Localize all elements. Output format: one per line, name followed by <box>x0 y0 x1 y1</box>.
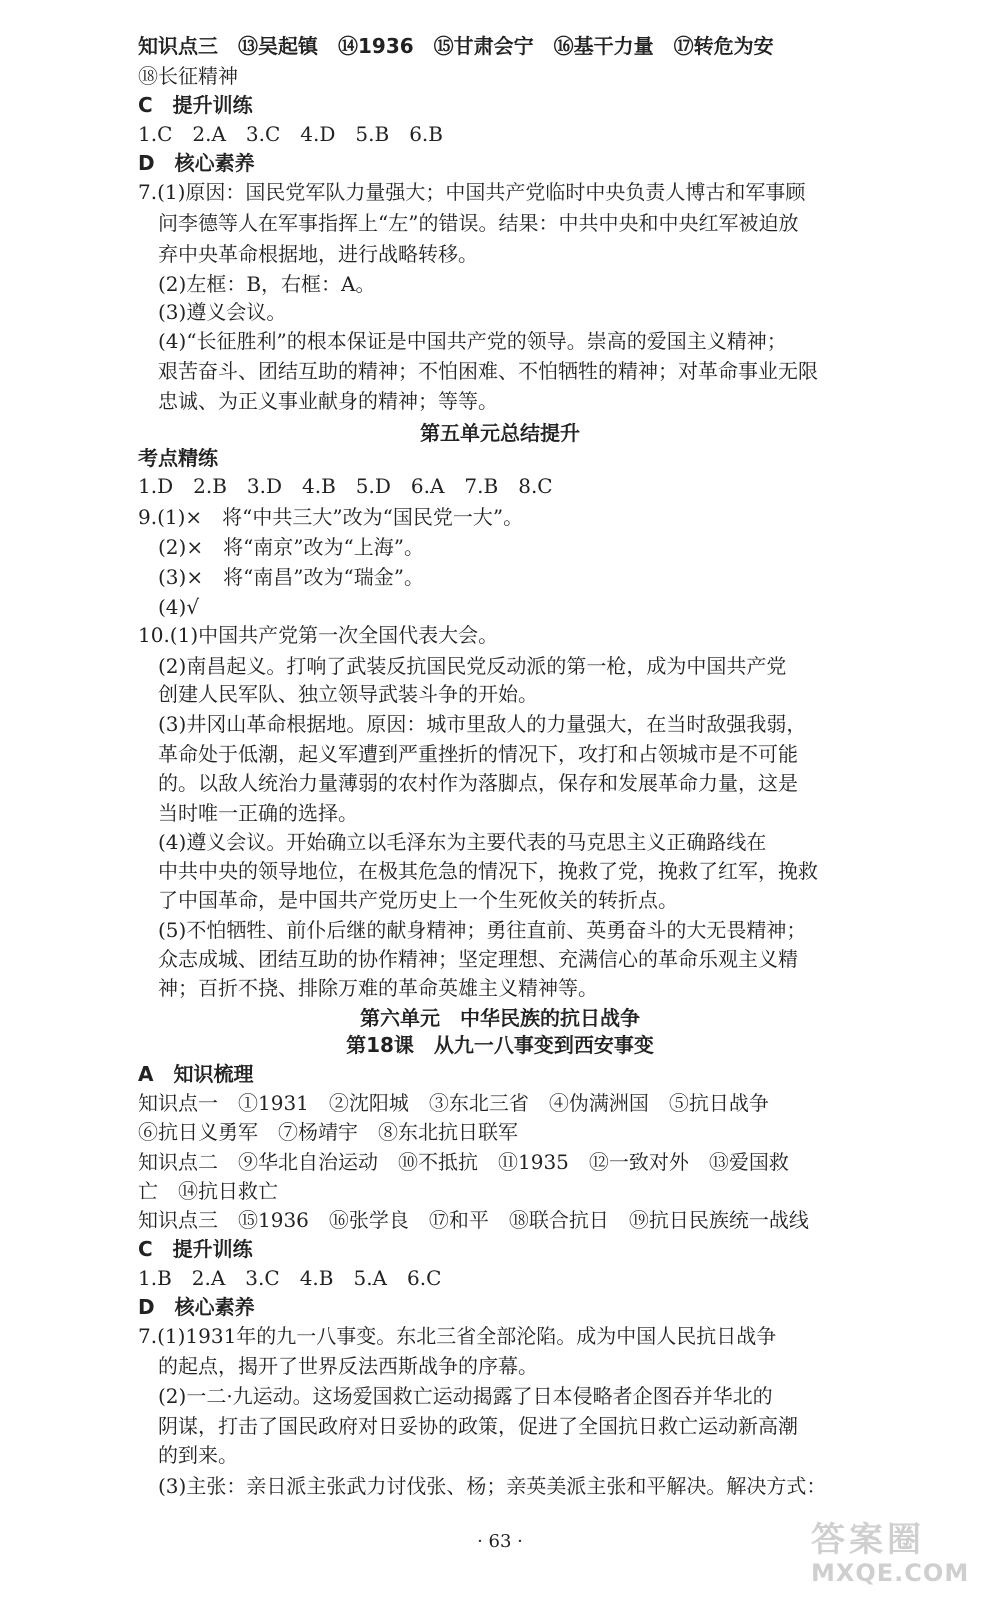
text-line: 9.(1)× 将“中共三大”改为“国民党一大”。 <box>138 505 524 529</box>
text-line: 7.(1)1931年的九一八事变。东北三省全部沦陷。成为中国人民抗日战争 <box>138 1324 777 1348</box>
text-line: 阴谋，打击了国民政府对日妥协的政策，促进了全国抗日救亡运动新高潮 <box>158 1414 798 1438</box>
text-line: 众志成城、团结互助的协作精神；坚定理想、充满信心的革命乐观主义精 <box>158 947 798 971</box>
text-line: (5)不怕牺牲、前仆后继的献身精神；勇往直前、英勇奋斗的大无畏精神； <box>158 918 807 942</box>
text-line: ⑥抗日义勇军 ⑦杨靖宇 ⑧东北抗日联军 <box>138 1120 518 1144</box>
text-line: 知识点三 ⑮1936 ⑯张学良 ⑰和平 ⑱联合抗日 ⑲抗日民族统一战线 <box>138 1208 809 1232</box>
answer-row: 1.D 2.B 3.D 4.B 5.D 6.A 7.B 8.C <box>138 474 553 498</box>
text-line: 知识点二 ⑨华北自治运动 ⑩不抵抗 ⑪1935 ⑫一致对外 ⑬爱国救 <box>138 1150 789 1174</box>
text-line: 中共中央的领导地位，在极其危急的情况下，挽救了党，挽救了红军，挽救 <box>158 859 818 883</box>
text-line: (2)南昌起义。打响了武装反抗国民党反动派的第一枪，成为中国共产党 <box>158 654 787 678</box>
text-line: 当时唯一正确的选择。 <box>158 801 358 825</box>
watermark <box>811 1520 986 1590</box>
unit-title: 第六单元 中华民族的抗日战争 <box>360 1006 640 1030</box>
text-line: (4)“长征胜利”的根本保证是中国共产党的领导。崇高的爱国主义精神； <box>158 329 787 353</box>
text-line: (4)遵义会议。开始确立以毛泽东为主要代表的马克思主义正确路线在 <box>158 830 767 854</box>
section-heading: 考点精练 <box>138 446 218 470</box>
section-heading: C 提升训练 <box>138 93 253 117</box>
text-line: (2)一二·九运动。这场爱国救亡运动揭露了日本侵略者企图吞并华北的 <box>158 1384 773 1408</box>
text-line: (3)遵义会议。 <box>158 300 287 324</box>
text-line: 10.(1)中国共产党第一次全国代表大会。 <box>138 623 499 647</box>
lesson-title: 第18课 从九一八事变到西安事变 <box>346 1033 654 1057</box>
text-line: 的到来。 <box>158 1443 238 1467</box>
text-line: 艰苦奋斗、团结互助的精神；不怕困难、不怕牺牲的精神；对革命事业无限 <box>158 359 818 383</box>
text-line: (2)左框：B，右框：A。 <box>158 272 376 296</box>
text-line: 亡 ⑭抗日救亡 <box>138 1179 278 1203</box>
text-line: (3)× 将“南昌”改为“瑞金”。 <box>158 565 424 589</box>
section-heading: D 核心素养 <box>138 151 255 175</box>
text-line: 神；百折不挠、排除万难的革命英雄主义精神等。 <box>158 976 598 1000</box>
watermark-logo-text: 答案圈 <box>811 1520 925 1560</box>
text-line: 的。以敌人统治力量薄弱的农村作为落脚点，保存和发展革命力量，这是 <box>158 771 798 795</box>
section-heading: C 提升训练 <box>138 1237 253 1261</box>
text-line: (2)× 将“南京”改为“上海”。 <box>158 535 424 559</box>
text-line: (3)主张：亲日派主张武力讨伐张、杨；亲英美派主张和平解决。解决方式： <box>158 1474 827 1498</box>
watermark-url: MXQE.COM <box>811 1559 970 1587</box>
text-line: (4)√ <box>158 595 200 619</box>
text-line: 了中国革命，是中国共产党历史上一个生死攸关的转折点。 <box>158 888 678 912</box>
text-line: 革命处于低潮，起义军遭到严重挫折的情况下，攻打和占领城市是不可能 <box>158 742 798 766</box>
text-line: 7.(1)原因：国民党军队力量强大；中国共产党临时中央负责人博古和军事顾 <box>138 180 806 204</box>
text-line: ⑱长征精神 <box>138 64 238 88</box>
answer-row: 1.B 2.A 3.C 4.B 5.A 6.C <box>138 1266 442 1290</box>
page-number: · 63 · <box>477 1531 523 1552</box>
text-line: 弃中央革命根据地，进行战略转移。 <box>158 242 478 266</box>
answer-row: 1.C 2.A 3.C 4.D 5.B 6.B <box>138 122 443 146</box>
text-line: 创建人民军队、独立领导武装斗争的开始。 <box>158 682 538 706</box>
text-line: 忠诚、为正义事业献身的精神；等等。 <box>158 389 498 413</box>
section-heading: A 知识梳理 <box>138 1062 254 1086</box>
text-line: 的起点，揭开了世界反法西斯战争的序幕。 <box>158 1354 538 1378</box>
text-line: 知识点一 ①1931 ②沈阳城 ③东北三省 ④伪满洲国 ⑤抗日战争 <box>138 1091 769 1115</box>
text-line: 问李德等人在军事指挥上“左”的错误。结果：中共中央和中央红军被迫放 <box>158 211 799 235</box>
unit-title: 第五单元总结提升 <box>420 421 580 445</box>
text-line: (3)井冈山革命根据地。原因：城市里敌人的力量强大，在当时敌强我弱， <box>158 712 807 736</box>
text-line: 知识点三 ⑬吴起镇 ⑭1936 ⑮甘肃会宁 ⑯基干力量 ⑰转危为安 <box>138 34 774 58</box>
section-heading: D 核心素养 <box>138 1295 255 1319</box>
